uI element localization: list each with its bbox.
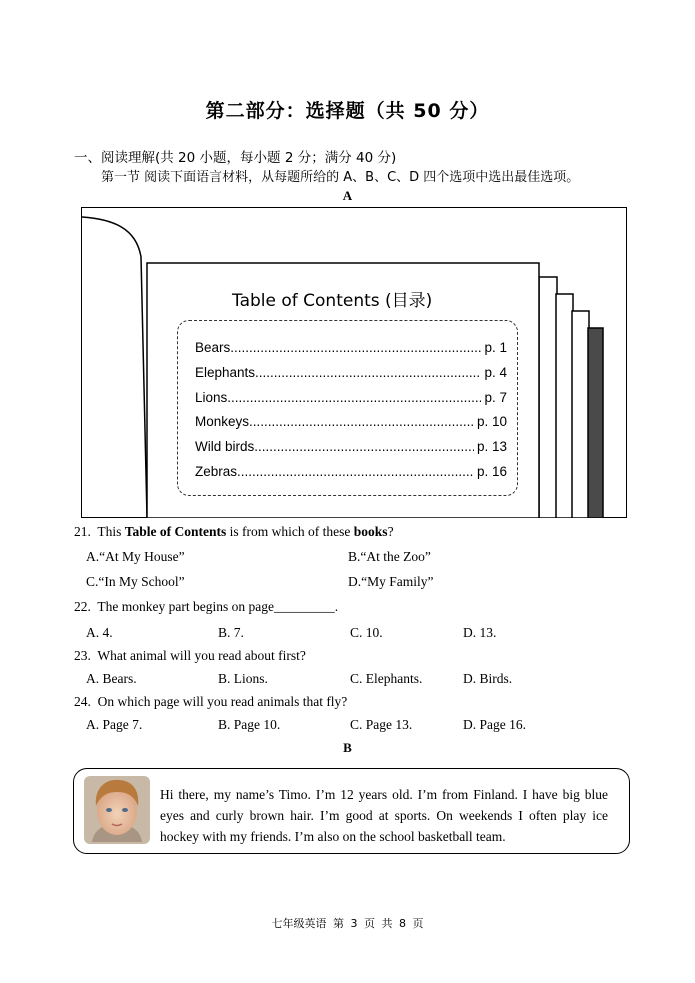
- option-b[interactable]: B. Page 10.: [218, 717, 281, 732]
- page-footer: 七年级英语 第 3 页 共 8 页: [271, 917, 424, 930]
- toc-entry-page: p. 10: [476, 414, 507, 429]
- question-23: [74, 648, 306, 664]
- option-d[interactable]: D. Page 16.: [463, 717, 526, 732]
- option-d[interactable]: D. 13.: [463, 625, 497, 640]
- toc-entry: [195, 439, 507, 454]
- toc-entry-page: p. 1: [484, 340, 507, 355]
- toc-entry: [195, 414, 507, 429]
- section-instruction: 第一节 阅读下面语言材料，从每题所给的 A、B、C、D 四个选项中选出最佳选项。: [101, 170, 580, 185]
- option-a[interactable]: A. Bears.: [86, 671, 137, 686]
- question-24: [74, 694, 347, 710]
- question-21: [74, 524, 394, 540]
- toc-entry-name: Monkeys: [195, 414, 250, 429]
- question-number: 22.: [74, 599, 91, 614]
- question-text: The monkey part begins on page_________.: [97, 599, 339, 614]
- option-d[interactable]: D.“My Family”: [348, 574, 434, 589]
- option-b[interactable]: B. 7.: [218, 625, 244, 640]
- option-b[interactable]: B. Lions.: [218, 671, 268, 686]
- option-c[interactable]: C. Page 13.: [350, 717, 413, 732]
- toc-entry-name: Bears: [195, 340, 231, 355]
- question-text: What animal will you read about first?: [97, 648, 306, 663]
- passage-b-text: Hi there, my name’s Timo. I’m 12 years old. I’m from Finland. I have big blue eyes and curly brown hair. I’m good at sports. On weekends I often play ice hockey with my friends. I’m also on the school basketball team.: [160, 787, 608, 844]
- question-number: 24.: [74, 694, 91, 709]
- toc-entry-name: Wild birds: [195, 439, 255, 454]
- option-c[interactable]: C.“In My School”: [86, 574, 185, 589]
- boy-portrait-image: [84, 776, 150, 844]
- option-a[interactable]: A. 4.: [86, 625, 113, 640]
- option-d[interactable]: D. Birds.: [463, 671, 513, 686]
- passage-a-label: A: [342, 188, 353, 203]
- option-c[interactable]: C. Elephants.: [350, 671, 423, 686]
- option-c[interactable]: C. 10.: [350, 625, 383, 640]
- toc-entry: [195, 365, 507, 380]
- section-heading: 一、阅读理解(共 20 小题，每小题 2 分；满分 40 分): [74, 150, 397, 166]
- page-title: 第二部分：选择题（共 50 分）: [205, 100, 490, 122]
- toc-entry-name: Zebras: [195, 464, 238, 479]
- toc-entry-page: p. 16: [476, 464, 507, 479]
- toc-entry-page: p. 4: [484, 365, 507, 380]
- option-b[interactable]: B.“At the Zoo”: [348, 549, 431, 564]
- passage-b-label: B: [343, 740, 352, 755]
- toc-entry: [195, 390, 507, 405]
- question-emphasis: Table of Contents: [124, 524, 227, 539]
- toc-entry: [195, 464, 507, 479]
- toc-entry-name: Lions: [195, 390, 228, 405]
- question-emphasis: books: [353, 524, 388, 539]
- question-number: 23.: [74, 648, 91, 663]
- toc-entry-page: p. 13: [476, 439, 507, 454]
- question-text: On which page will you read animals that fly?: [97, 694, 348, 709]
- question-text: ?: [387, 524, 394, 539]
- toc-title: Table of Contents (目录): [232, 291, 433, 311]
- option-a[interactable]: A.“At My House”: [86, 549, 185, 564]
- question-22: [74, 599, 338, 615]
- question-number: 21.: [74, 524, 91, 539]
- toc-entry-name: Elephants: [195, 365, 256, 380]
- question-text: is from which of these: [226, 524, 354, 539]
- option-a[interactable]: A. Page 7.: [86, 717, 143, 732]
- toc-entry-page: p. 7: [484, 390, 507, 405]
- question-text: This: [97, 524, 125, 539]
- toc-entry: [195, 340, 507, 355]
